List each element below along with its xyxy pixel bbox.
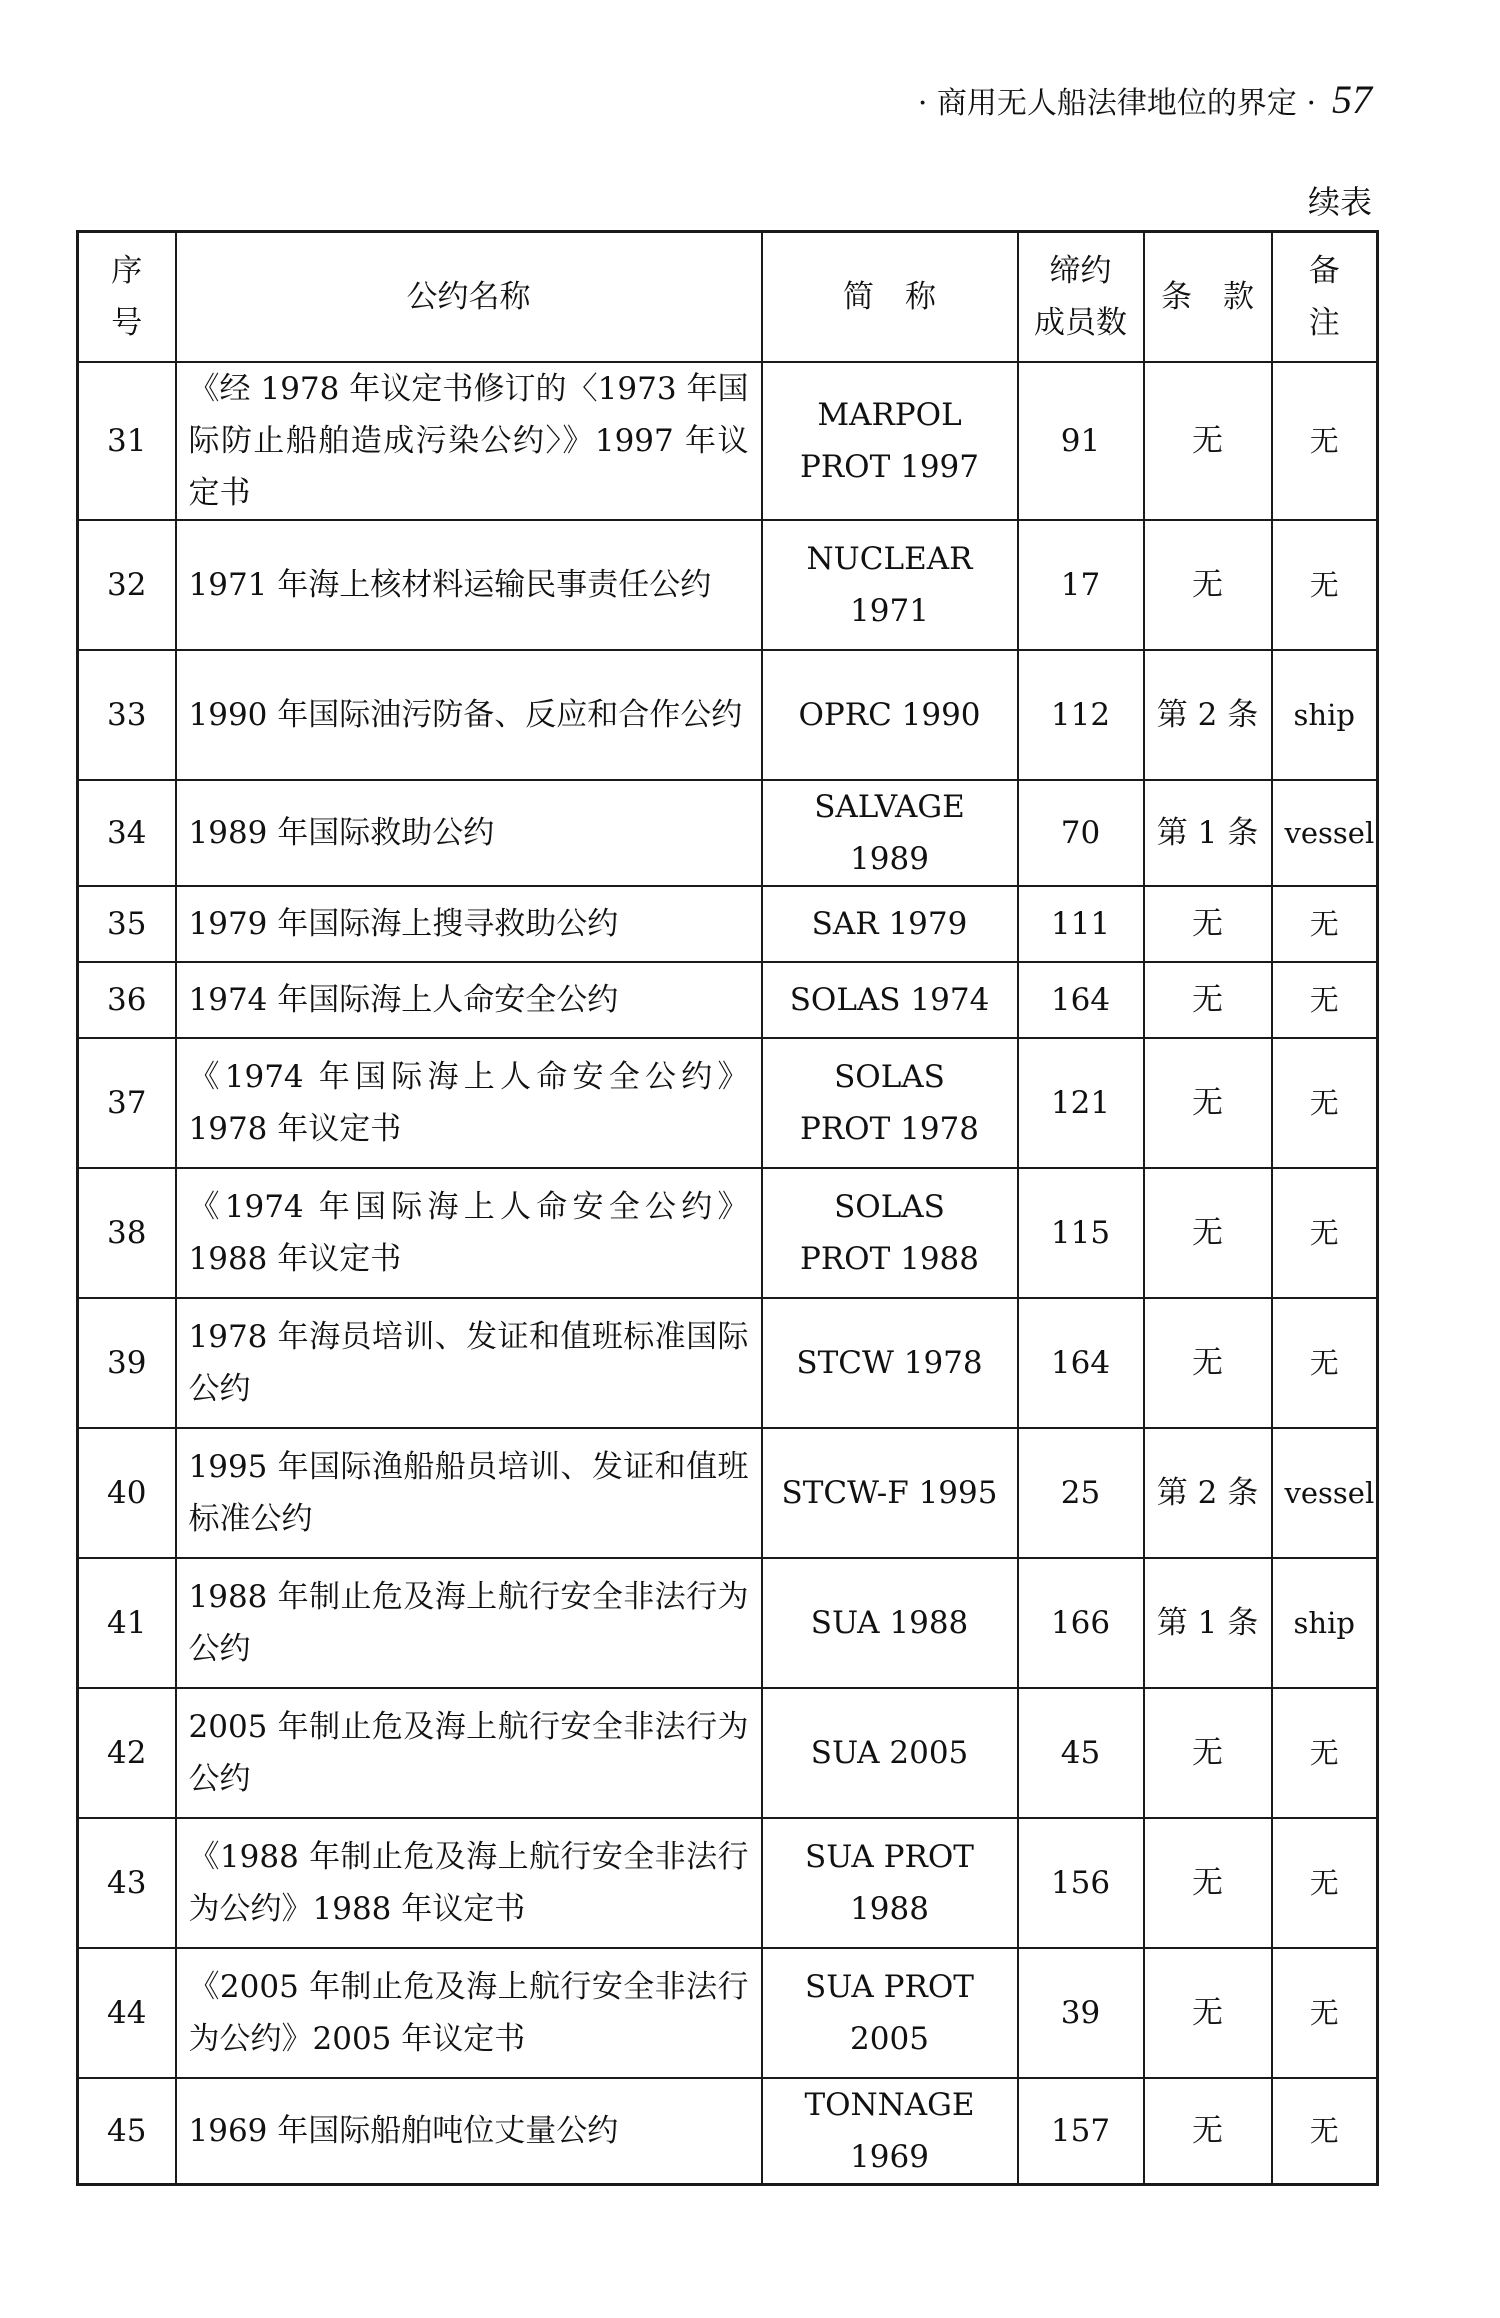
member-count: 164 <box>1018 962 1144 1038</box>
row-number: 44 <box>78 1948 176 2078</box>
running-head-title: · 商用无人船法律地位的界定 · <box>917 86 1316 121</box>
member-count: 45 <box>1018 1688 1144 1818</box>
note: 无 <box>1272 2078 1378 2185</box>
abbreviation-line: PROT 1978 <box>799 1111 980 1147</box>
table-row <box>78 362 1378 520</box>
convention-abbreviation <box>762 962 1018 1038</box>
member-count: 91 <box>1018 362 1144 520</box>
convention-name: 1989 年国际救助公约 <box>176 780 762 886</box>
note: vessel <box>1272 1428 1378 1558</box>
convention-name: 1974 年国际海上人命安全公约 <box>176 962 762 1038</box>
table-row <box>78 1428 1378 1558</box>
note: vessel <box>1272 780 1378 886</box>
clause: 第 1 条 <box>1144 780 1272 886</box>
abbreviation-line: STCW-F 1995 <box>781 1475 998 1511</box>
convention-name: 《1974 年国际海上人命安全公约》1978 年议定书 <box>176 1038 762 1168</box>
abbreviation-line: TONNAGE 1969 <box>804 2087 975 2175</box>
abbreviation-line: SOLAS <box>834 1189 945 1225</box>
member-count: 115 <box>1018 1168 1144 1298</box>
running-head <box>918 78 1372 126</box>
table-row <box>78 1298 1378 1428</box>
convention-name: 1971 年海上核材料运输民事责任公约 <box>176 520 762 650</box>
convention-abbreviation <box>762 886 1018 962</box>
row-number: 38 <box>78 1168 176 1298</box>
clause: 无 <box>1144 520 1272 650</box>
member-count: 25 <box>1018 1428 1144 1558</box>
convention-abbreviation <box>762 780 1018 886</box>
table-row <box>78 1168 1378 1298</box>
member-count: 166 <box>1018 1558 1144 1688</box>
row-number: 31 <box>78 362 176 520</box>
row-number: 42 <box>78 1688 176 1818</box>
header-no: 序 号 <box>78 232 176 363</box>
clause: 无 <box>1144 2078 1272 2185</box>
table-row <box>78 1948 1378 2078</box>
abbreviation-line: NUCLEAR 1971 <box>806 541 973 629</box>
page-number: 57 <box>1332 77 1372 122</box>
clause: 无 <box>1144 1298 1272 1428</box>
row-number: 41 <box>78 1558 176 1688</box>
clause: 无 <box>1144 886 1272 962</box>
convention-name: 2005 年制止危及海上航行安全非法行为公约 <box>176 1688 762 1818</box>
convention-abbreviation <box>762 1428 1018 1558</box>
clause: 无 <box>1144 362 1272 520</box>
convention-name: 《经 1978 年议定书修订的〈1973 年国际防止船舶造成污染公约〉》1997 年议定书 <box>176 362 762 520</box>
note: 无 <box>1272 362 1378 520</box>
header-name: 公约名称 <box>176 232 762 363</box>
convention-abbreviation <box>762 1298 1018 1428</box>
member-count: 156 <box>1018 1818 1144 1948</box>
table-row <box>78 520 1378 650</box>
abbreviation-line: STCW 1978 <box>796 1345 983 1381</box>
convention-abbreviation <box>762 1818 1018 1948</box>
note: ship <box>1272 650 1378 780</box>
table-row <box>78 1818 1378 1948</box>
note: 无 <box>1272 1038 1378 1168</box>
row-number: 39 <box>78 1298 176 1428</box>
row-number: 36 <box>78 962 176 1038</box>
convention-name: 《1974 年国际海上人命安全公约》1988 年议定书 <box>176 1168 762 1298</box>
member-count: 70 <box>1018 780 1144 886</box>
note: 无 <box>1272 1168 1378 1298</box>
note: 无 <box>1272 1298 1378 1428</box>
abbreviation-line: SUA PROT 1988 <box>805 1839 974 1927</box>
abbreviation-line: SUA 1988 <box>810 1605 969 1641</box>
row-number: 34 <box>78 780 176 886</box>
convention-abbreviation <box>762 1948 1018 2078</box>
table-row <box>78 2078 1378 2185</box>
continued-label: 续表 <box>1307 183 1372 221</box>
header-members: 缔约 成员数 <box>1018 232 1144 363</box>
convention-abbreviation <box>762 650 1018 780</box>
clause: 无 <box>1144 1818 1272 1948</box>
convention-abbreviation <box>762 1038 1018 1168</box>
note: 无 <box>1272 1818 1378 1948</box>
convention-name: 《2005 年制止危及海上航行安全非法行为公约》2005 年议定书 <box>176 1948 762 2078</box>
abbreviation-line: SUA 2005 <box>810 1735 969 1771</box>
convention-name: 1978 年海员培训、发证和值班标准国际公约 <box>176 1298 762 1428</box>
abbreviation-line: SOLAS 1974 <box>789 982 990 1018</box>
clause: 无 <box>1144 1688 1272 1818</box>
convention-abbreviation <box>762 1558 1018 1688</box>
clause: 无 <box>1144 1948 1272 2078</box>
clause: 无 <box>1144 1168 1272 1298</box>
clause: 无 <box>1144 962 1272 1038</box>
member-count: 121 <box>1018 1038 1144 1168</box>
row-number: 35 <box>78 886 176 962</box>
member-count: 39 <box>1018 1948 1144 2078</box>
clause: 第 2 条 <box>1144 650 1272 780</box>
abbreviation-line: PROT 1988 <box>799 1241 980 1277</box>
row-number: 40 <box>78 1428 176 1558</box>
abbreviation-line: MARPOL <box>817 397 962 433</box>
member-count: 157 <box>1018 2078 1144 2185</box>
convention-name: 1988 年制止危及海上航行安全非法行为公约 <box>176 1558 762 1688</box>
convention-abbreviation <box>762 2078 1018 2185</box>
convention-abbreviation <box>762 1688 1018 1818</box>
row-number: 33 <box>78 650 176 780</box>
note: 无 <box>1272 962 1378 1038</box>
member-count: 111 <box>1018 886 1144 962</box>
header-note: 备 注 <box>1272 232 1378 363</box>
table-row <box>78 650 1378 780</box>
row-number: 43 <box>78 1818 176 1948</box>
abbreviation-line: SOLAS <box>834 1059 945 1095</box>
convention-name: 1995 年国际渔船船员培训、发证和值班标准公约 <box>176 1428 762 1558</box>
header-abbr: 简 称 <box>762 232 1018 363</box>
clause: 第 1 条 <box>1144 1558 1272 1688</box>
clause: 第 2 条 <box>1144 1428 1272 1558</box>
convention-table <box>76 230 1379 2186</box>
table-row <box>78 1688 1378 1818</box>
header-clause: 条 款 <box>1144 232 1272 363</box>
abbreviation-line: OPRC 1990 <box>798 697 981 733</box>
table-row <box>78 780 1378 886</box>
note: 无 <box>1272 1688 1378 1818</box>
table-row <box>78 1038 1378 1168</box>
note: 无 <box>1272 520 1378 650</box>
member-count: 164 <box>1018 1298 1144 1428</box>
table-header-row <box>78 232 1378 363</box>
note: 无 <box>1272 886 1378 962</box>
abbreviation-line: SALVAGE 1989 <box>814 789 965 877</box>
note: 无 <box>1272 1948 1378 2078</box>
convention-abbreviation <box>762 520 1018 650</box>
abbreviation-line: SUA PROT 2005 <box>805 1969 974 2057</box>
convention-abbreviation <box>762 362 1018 520</box>
clause: 无 <box>1144 1038 1272 1168</box>
convention-name: 《1988 年制止危及海上航行安全非法行为公约》1988 年议定书 <box>176 1818 762 1948</box>
table-row <box>78 962 1378 1038</box>
convention-name: 1990 年国际油污防备、反应和合作公约 <box>176 650 762 780</box>
note: ship <box>1272 1558 1378 1688</box>
convention-name: 1979 年国际海上搜寻救助公约 <box>176 886 762 962</box>
row-number: 37 <box>78 1038 176 1168</box>
table-row <box>78 1558 1378 1688</box>
convention-abbreviation <box>762 1168 1018 1298</box>
abbreviation-line: PROT 1997 <box>799 449 980 485</box>
abbreviation-line: SAR 1979 <box>811 906 968 942</box>
row-number: 32 <box>78 520 176 650</box>
member-count: 17 <box>1018 520 1144 650</box>
table-row <box>78 886 1378 962</box>
member-count: 112 <box>1018 650 1144 780</box>
convention-name: 1969 年国际船舶吨位丈量公约 <box>176 2078 762 2185</box>
row-number: 45 <box>78 2078 176 2185</box>
